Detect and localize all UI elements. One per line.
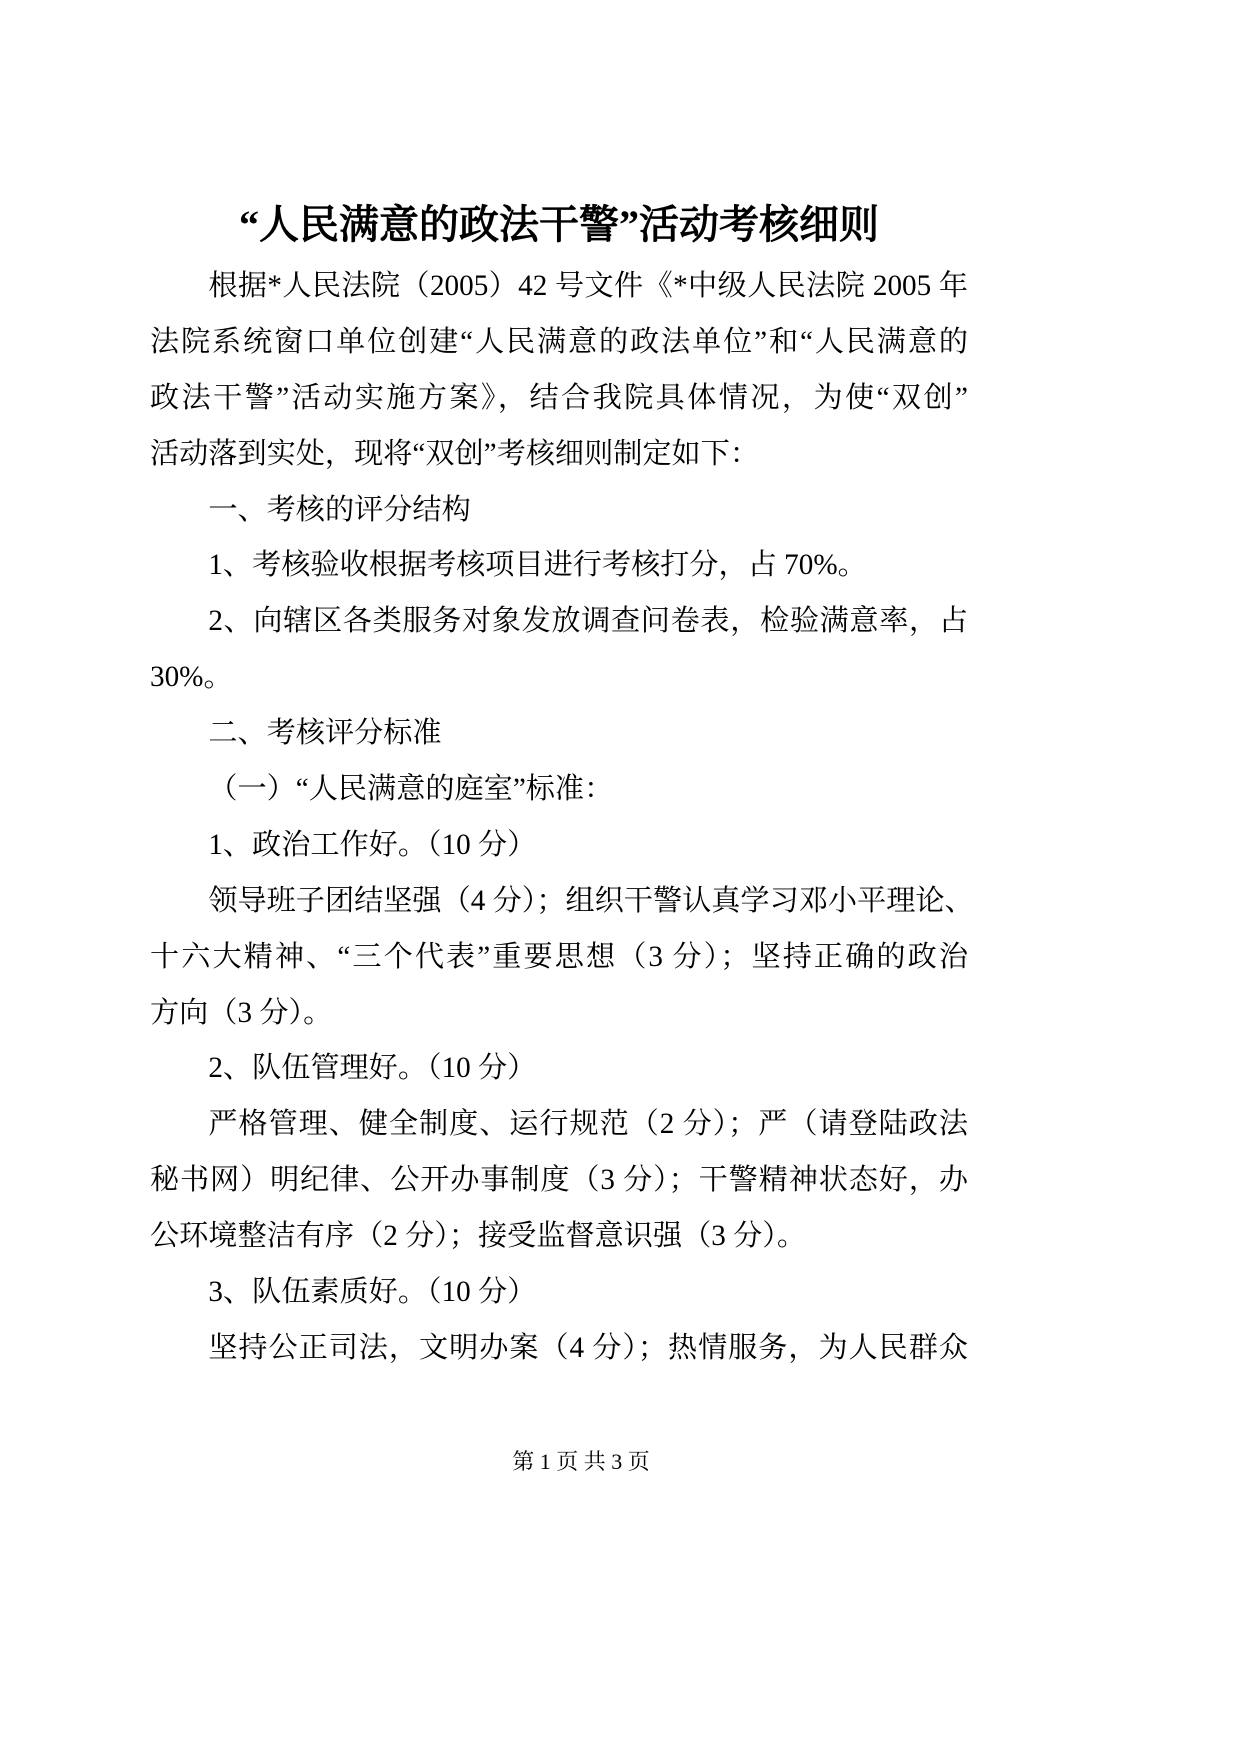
text-line: 法院系统窗口单位创建“人民满意的政法单位”和“人民满意的	[150, 325, 968, 358]
text-line: 一、考核的评分结构	[208, 493, 471, 526]
text-line: （一）“人民满意的庭室”标准：	[208, 773, 614, 806]
text-line: 领导班子团结坚强（4 分）；组织干警认真学习邓小平理论、	[208, 884, 974, 917]
text-line: 1、政治工作好。（10 分）	[208, 828, 537, 861]
text-line: 政法干警”活动实施方案》，结合我院具体情况，为使“双创”	[150, 381, 968, 414]
text-line: 十六大精神、“三个代表”重要思想（3 分）；坚持正确的政治	[150, 940, 968, 973]
text-line: 二、考核评分标准	[208, 717, 442, 750]
subheading-courtroom-standard	[150, 762, 968, 818]
text-line: 方向（3 分）。	[150, 996, 333, 1029]
paragraph-intro	[150, 259, 968, 483]
text-line: 活动落到实处，现将“双创”考核细则制定如下：	[150, 437, 760, 470]
page-number-footer: 第 1 页 共 3 页	[512, 1449, 650, 1474]
text-line: 根据*人民法院（2005）42 号文件《*中级人民法院 2005 年	[208, 270, 968, 302]
text-line: 严格管理、健全制度、运行规范（2 分）；严（请登陆政法	[208, 1108, 968, 1141]
text-line: 2、向辖区各类服务对象发放调查问卷表，检验满意率，占	[208, 605, 968, 638]
item-2-team-management	[150, 1041, 968, 1097]
text-line: 坚持公正司法，文明办案（4 分）；热情服务，为人民群众	[208, 1331, 968, 1364]
text-line: 2、队伍管理好。（10 分）	[208, 1052, 537, 1085]
text-line: 1、考核验收根据考核项目进行考核打分，占 70%。	[208, 549, 867, 582]
item-2-survey	[150, 594, 968, 706]
text-line: 秘书网）明纪律、公开办事制度（3 分）；干警精神状态好，办	[150, 1164, 968, 1197]
document-body	[150, 259, 974, 1377]
item-3-team-quality	[150, 1265, 968, 1321]
paragraph-team-quality-detail	[150, 1321, 968, 1377]
heading-scoring-standards	[150, 706, 968, 762]
paragraph-political-work-detail	[150, 874, 974, 1042]
text-line: 30%。	[150, 661, 233, 694]
item-1-political-work	[150, 818, 968, 874]
text-line: 公环境整洁有序（2 分）；接受监督意识强（3 分）。	[150, 1220, 807, 1253]
item-1-assessment	[150, 538, 968, 594]
paragraph-team-management-detail	[150, 1097, 968, 1265]
text-line: 3、队伍素质好。（10 分）	[208, 1276, 537, 1309]
heading-scoring-structure	[150, 483, 968, 539]
document-title: “人民满意的政法干警”活动考核细则	[239, 202, 879, 247]
